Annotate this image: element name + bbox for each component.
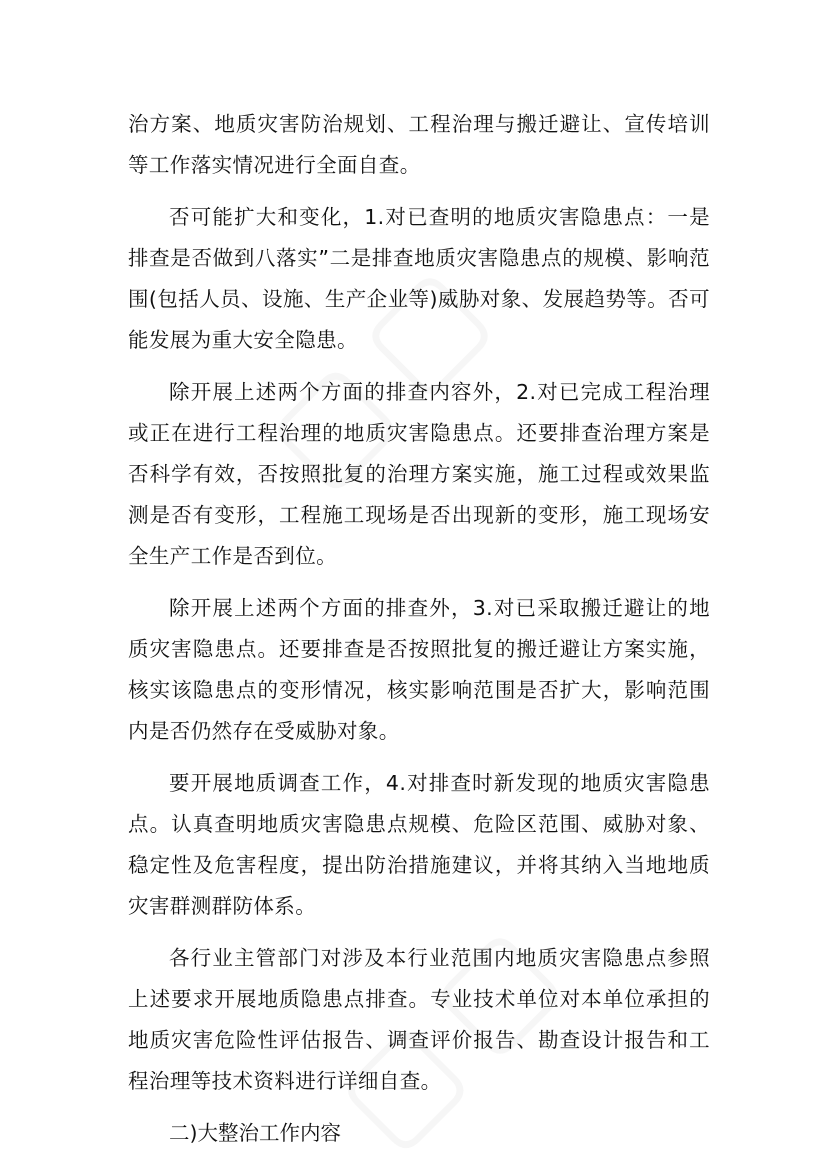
paragraph-3: 除开展上述两个方面的排查内容外，2.对已完成工程治理或正在进行工程治理的地质灾害隐患点。还要排查治理方案是否科学有效，否按照批复的治理方案实施，施工过程或效果监测是否有变形，工程施工现场是否出现新的变形，施工现场安全生产工作是否到位。 (128, 380, 710, 568)
paragraph-2: 否可能扩大和变化，1.对已查明的地质灾害隐患点：一是排查是否做到八落实”二是排查地质灾害隐患点的规模、影响范围(包括人员、设施、生产企业等)威胁对象、发展趋势等。否可能发展为重大安全隐患。 (128, 205, 710, 352)
paragraph-6: 各行业主管部门对涉及本行业范围内地质灾害隐患点参照上述要求开展地质隐患点排查。专业技术单位对本单位承担的地质灾害危险性评估报告、调查评价报告、勘查设计报告和工程治理等技术资料进行详细自查。 (128, 946, 710, 1093)
section-heading: 二)大整治工作内容 (169, 1121, 341, 1145)
paragraph-1: 治方案、地质灾害防治规划、工程治理与搬迁避让、宣传培训等工作落实情况进行全面自查。 (128, 112, 710, 177)
document-body (128, 104, 710, 1154)
paragraph-4: 除开展上述两个方面的排查外，3.对已采取搬迁避让的地质灾害隐患点。还要排查是否按照批复的搬迁避让方案实施，核实该隐患点的变形情况，核实影响范围是否扩大，影响范围内是否仍然存在受威胁对象。 (128, 596, 710, 743)
paragraph-5: 要开展地质调查工作，4.对排查时新发现的地质灾害隐患点。认真查明地质灾害隐患点规模、危险区范围、威胁对象、稳定性及危害程度，提出防治措施建议，并将其纳入当地地质灾害群测群防体系。 (128, 771, 710, 918)
